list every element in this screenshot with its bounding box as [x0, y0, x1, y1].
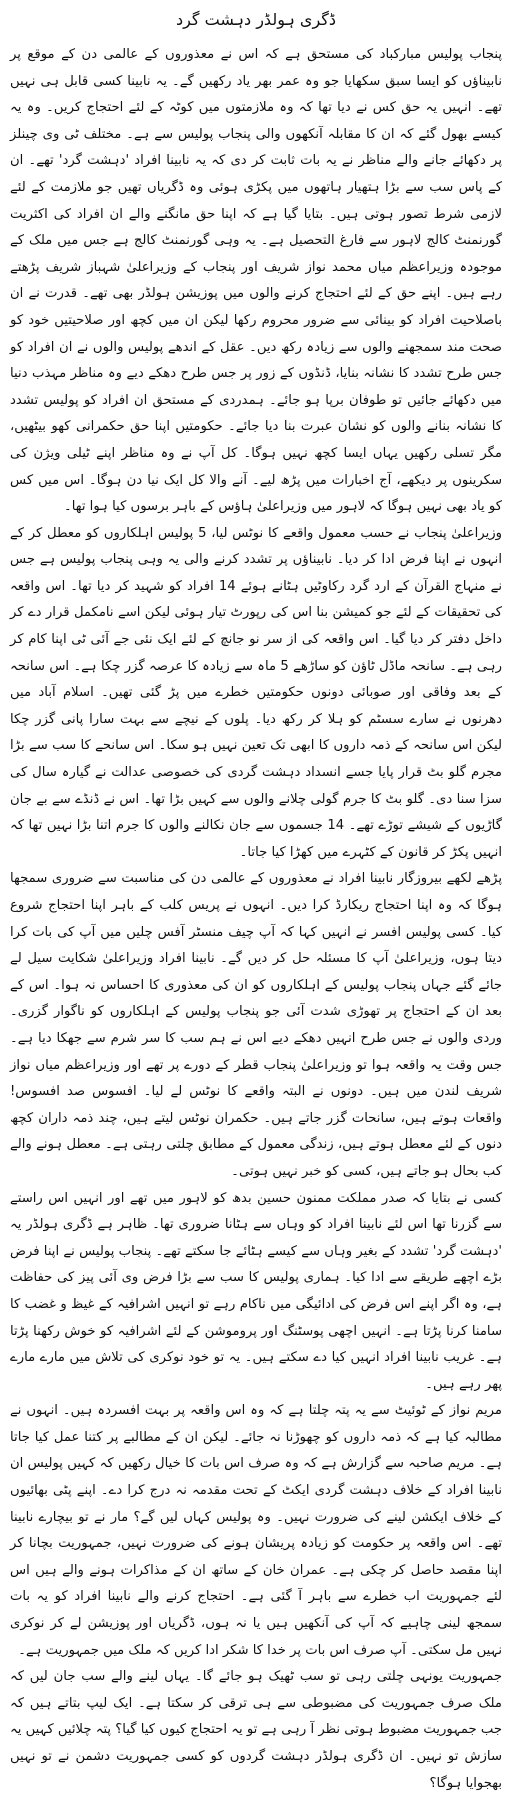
article-paragraph: کسی نے بتایا کہ صدر مملکت ممنون حسین بدھ کو لاہور میں تھے اور انہیں اس راستے سے گزرنا تھا اس لئے نابینا افراد کو وہاں سے ہٹانا ضروری تھا۔ ظاہر ہے ڈگری ہولڈر یہ 'دہشت گرد' تشدد کے بغیر وہاں سے کیسے ہٹائے جا سکتے تھے۔ پنجاب پولیس نے اپنا فرض بڑے اچھے طریقے سے ادا کیا۔ ہماری پولیس کا سب سے بڑا فرض وی آئی پیز کی حفاظت ہے، وہ اگر اپنے اس فرض کی ادائیگی میں ناکام رہے تو انہیں اشرافیہ کے غیظ و غضب کا سامنا کرنا پڑتا ہے۔ انہیں اچھی پوسٹنگ اور پروموشن کے لئے اشرافیہ کو خوش رکھنا پڑتا ہے۔ غریب نابینا افراد انہیں کیا دے سکتے ہیں۔ یہ تو خود نوکری کی تلاش میں مارے مارے پھر رہے ہیں۔	[10, 1190, 502, 1392]
article-paragraph: جمہوریت یونہی چلتی رہی تو سب ٹھیک ہو جائے گا۔ یہاں لینے والے سب جان لیں کہ ملک صرف جمہوریت کی مضبوطی سے ہی ترقی کر سکتا ہے۔ ایک لیپ بتاتے ہیں کہ جب جمہوریت مضبوط ہوتی نظر آ رہی ہے تو یہ احتجاج کیوں کیا گیا؟ پتہ چلائیں کہیں یہ سازش تو نہیں۔ ان ڈگری ہولڈر دہشت گردوں کو کسی جمہوریت دشمن نے تو نہیں بھجوایا ہوگا؟	[10, 1669, 502, 1791]
article-headline: ڈگری ہولڈر دہشت گرد	[175, 10, 337, 29]
article-body	[10, 42, 502, 1797]
article-paragraph: پنجاب پولیس مبارکباد کی مستحق ہے کہ اس نے معذوروں کے عالمی دن کے موقع پر نابیناؤں کو ایسا سبق سکھایا جو وہ عمر بھر یاد رکھیں گے۔ یہ نابینا کسی قابل ہی نہیں تھے۔ انہیں یہ حق کس نے دیا تھا کہ وہ ملازمتوں میں کوٹہ کے لئے احتجاج کریں۔ وہ یہ کیسے بھول گئے کہ ان کا مقابلہ آنکھوں والی پنجاب پولیس سے ہے۔ مختلف ٹی وی چینلز پر دکھائے جانے والے مناظر نے یہ بات ثابت کر دی کہ یہ نابینا افراد 'دہشت گرد' تھے۔ ان کے پاس سب سے بڑا ہتھیار ہاتھوں میں پکڑی ہوئی وہ ڈگریاں تھیں جو ملازمت کے لئے لازمی شرط تصور ہوتی ہیں۔ بتایا گیا ہے کہ اپنا حق مانگنے والے ان افراد کی اکثریت گورنمنٹ کالج لاہور سے فارغ التحصیل ہے۔ یہ وہی گورنمنٹ کالج ہے جس میں ملک کے موجودہ وزیراعظم میاں محمد نواز شریف اور پنجاب کے وزیراعلیٰ شہباز شریف پڑھتے رہے ہیں۔ اپنے حق کے لئے احتجاج کرنے والوں میں پوزیشن ہولڈر بھی تھے۔ قدرت نے ان باصلاحیت افراد کو بینائی سے ضرور محروم رکھا لیکن ان میں کچھ اور صلاحیتیں خود کو صحت مند سمجھنے والوں سے زیادہ رکھ دیں۔ عقل کے اندھے پولیس والوں نے ان افراد کو جس طرح تشدد کا نشانہ بنایا، ڈنڈوں کے زور پر جس طرح دھکے دیے وہ مناظر مہذب دنیا میں دکھائے جائیں تو طوفان برپا ہو جائے۔ ہمدردی کے مستحق ان افراد کو پولیس تشدد کا نشانہ بنانے والوں کو نشان عبرت بنا دیا جائے۔ حکومتیں اپنا حق حکمرانی کھو بیٹھیں، مگر تسلی رکھیں یہاں ایسا کچھ نہیں ہوگا۔ کل آپ نے وہ مناظر اپنے ٹیلی ویژن کی سکرینوں پر دیکھے، آج اخبارات میں پڑھ لیے۔ آنے والا کل ایک نیا دن ہوگا۔ اس میں کس کو یاد بھی نہیں ہوگا کہ لاہور میں وزیراعلیٰ ہاؤس کے باہر برسوں کیا ہوا تھا۔	[10, 47, 502, 515]
article-paragraph: پڑھے لکھے بیروزگار نابینا افراد نے معذوروں کے عالمی دن کی مناسبت سے ضروری سمجھا ہوگا کہ وہ اپنا احتجاج ریکارڈ کرا دیں۔ انہوں نے پریس کلب کے باہر اپنا احتجاج شروع کیا۔ کسی پولیس افسر نے انہیں کہا کہ آپ چیف منسٹر آفس چلیں میں آپ کی بات کرا دیتا ہوں، وزیراعلیٰ آپ کا مسئلہ حل کر دیں گے۔ نابینا افراد وزیراعلیٰ شکایت سیل لے جائے گئے جہاں پنجاب پولیس کے اہلکاروں کو ان کی معذوری کا احساس نہ ہوا۔ اس کے بعد ان کے احتجاج پر تھوڑی شدت آئی جو پنجاب پولیس کے اہلکاروں کو ناگوار گزری۔ وردی والوں نے جس طرح انہیں دھکے دیے اس نے ہم سب کا سر شرم سے جھکا دیا ہے۔ جس وقت یہ واقعہ ہوا تو وزیراعلیٰ پنجاب قطر کے دورے پر تھے اور وزیراعظم میاں نواز شریف لندن میں ہیں۔ دونوں نے البتہ واقعے کا نوٹس لے لیا۔ افسوس صد افسوس! واقعات ہوتے ہیں، سانحات گزر جاتے ہیں۔ حکمران نوٹس لیتے ہیں، چند ذمہ داران کچھ دنوں کے لئے معطل ہوتے ہیں، زندگی معمول کے مطابق چلتی رہتی ہے۔ معطل ہونے والے کب بحال ہو جاتے ہیں، کسی کو خبر نہیں ہوتی۔	[10, 871, 502, 1179]
article-paragraph: وزیراعلیٰ پنجاب نے حسب معمول واقعے کا نوٹس لیا، 5 پولیس اہلکاروں کو معطل کر کے انہوں نے اپنا فرض ادا کر دیا۔ نابیناؤں پر تشدد کرنے والی یہ وہی پنجاب پولیس ہے جس نے منہاج القرآن کے ارد گرد رکاوٹیں ہٹانے ہوئے 14 افراد کو شہید کر دیا تھا۔ اس واقعہ کی تحقیقات کے لئے جو کمیشن بنا اس کی رپورٹ تیار ہوئی لیکن اسے نامکمل قرار دے کر داخل دفتر کر دیا گیا۔ اس واقعہ کی از سر نو جانچ کے لئے ایک نئی جے آئی ٹی اپنا کام کر رہی ہے۔ سانحہ ماڈل ٹاؤن کو ساڑھے 5 ماہ سے زیادہ کا عرصہ گزر چکا ہے۔ اس سانحہ کے بعد وفاقی اور صوبائی دونوں حکومتیں خطرے میں پڑ گئی تھیں۔ اسلام آباد میں دھرنوں نے سارے سسٹم کو ہلا کر رکھ دیا۔ پلوں کے نیچے سے بہت سارا پانی گزر چکا لیکن اس سانحہ کے ذمہ داروں کا ابھی تک تعین نہیں ہو سکا۔ اس سانحے کا سب سے بڑا مجرم گلو بٹ قرار پایا جسے انسداد دہشت گردی کی خصوصی عدالت نے گیارہ سال کی سزا سنا دی۔ گلو بٹ کا جرم گولی چلانے والوں سے کہیں بڑا تھا۔ اس نے ڈنڈے سے بے جان گاڑیوں کے شیشے توڑے تھے۔ 14 جسموں سے جان نکالنے والوں کا جرم اتنا بڑا نہیں تھا کہ انہیں پکڑ کر قانون کے کٹہرے میں کھڑا کیا جاتا۔	[10, 525, 503, 860]
article-paragraph: مریم نواز کے ٹوئیٹ سے یہ پتہ چلتا ہے کہ وہ اس واقعہ پر بہت افسردہ ہیں۔ انہوں نے مطالبہ کیا ہے کہ ذمہ داروں کو چھوڑنا نہ جائے۔ لیکن ان کے مطالبے پر کتنا عمل کیا جاتا ہے۔ مریم صاحبہ سے گزارش ہے کہ وہ صرف اس بات کا خیال رکھیں کہ کہیں پولیس ان نابینا افراد کے خلاف دہشت گردی ایکٹ کے تحت مقدمہ نہ درج کرا دے۔ اپنے پٹی بھائیوں کے خلاف ایکشن لینے کی ضرورت نہیں۔ وہ پولیس کہاں لیں گے؟ مار نے تو بیچارے نابینا تھے۔ اس واقعہ پر حکومت کو زیادہ پریشان ہونے کی ضرورت نہیں، جمہوریت بچانا کر اپنا مقصد حاصل کر چکی ہے۔ عمران خان کے ساتھ ان کے مذاکرات ہونے والے ہیں اس لئے جمہوریت اب خطرے سے باہر آ گئی ہے۔ احتجاج کرنے والے نابینا افراد کو یہ بات سمجھ لینی چاہیے کہ آپ کی آنکھیں ہیں یا نہ ہوں، ڈگریاں اور پوزیشن لے کر نوکری نہیں مل سکتی۔ آپ صرف اس بات پر خدا کا شکر ادا کریں کہ ملک میں جمہوریت ہے۔	[10, 1403, 502, 1658]
